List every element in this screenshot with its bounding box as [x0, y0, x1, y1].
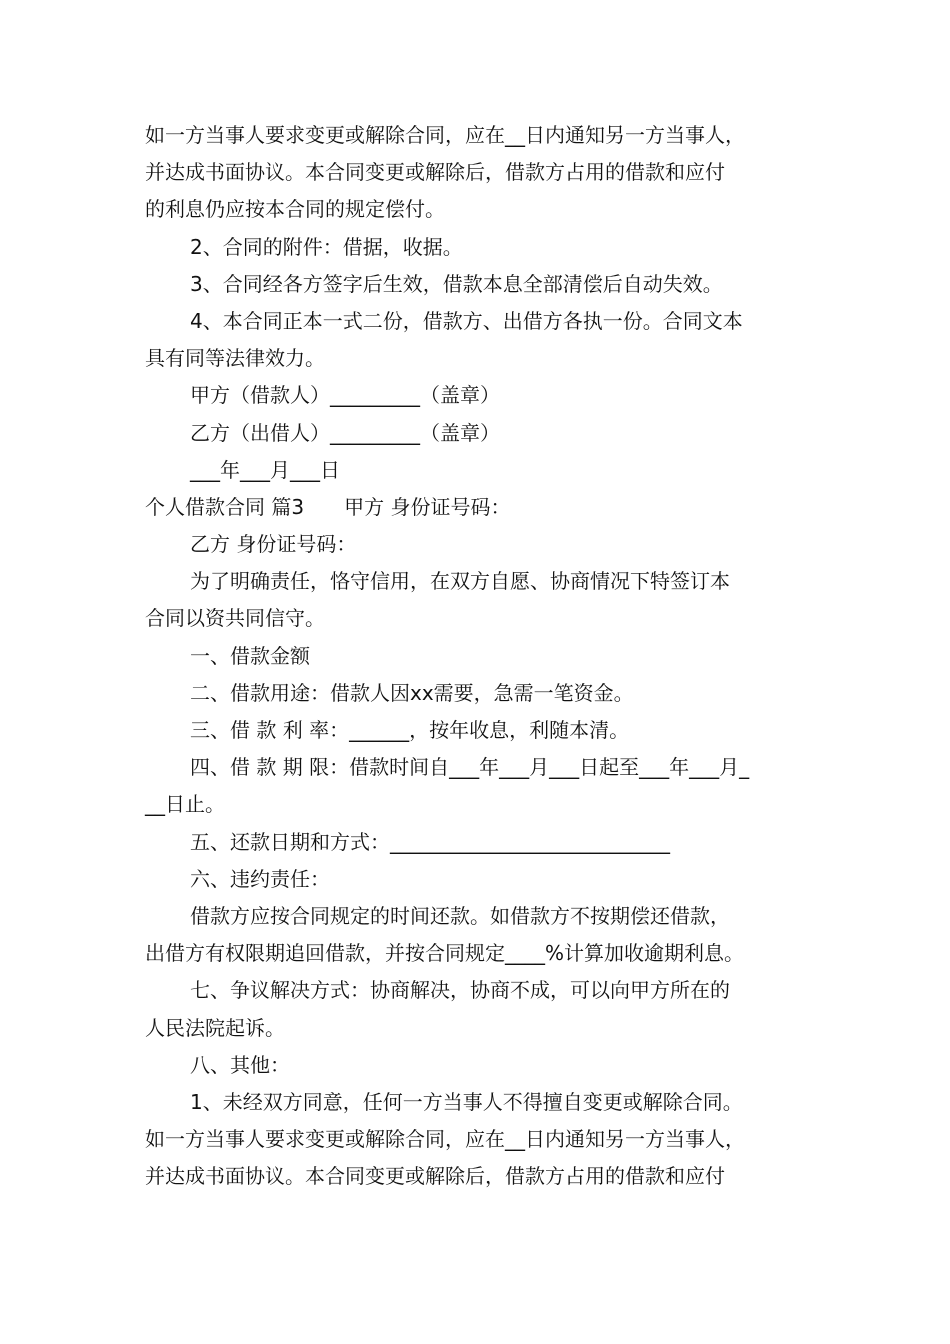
paragraph-line: 并达成书面协议。本合同变更或解除后，借款方占用的借款和应付 [145, 160, 725, 185]
clause-interest: 三、借 款 利 率：______，按年收息，利随本清。 [190, 718, 630, 742]
clause-term: 四、借 款 期 限：借款时间自___年___月___日起至___年___月_ [190, 755, 750, 780]
preamble-line: 为了明确责任，恪守信用，在双方自愿、协商情况下特签订本 [190, 569, 730, 594]
party-a-signature: 甲方（借款人）_________（盖章） [190, 383, 500, 408]
clause-other: 八、其他： [190, 1052, 290, 1077]
clause-copies: 4、本合同正本一式二份，借款方、出借方各执一份。合同文本 [190, 308, 743, 333]
clause-other-1: 1、未经双方同意，任何一方当事人不得擅自变更或解除合同。 [190, 1089, 743, 1114]
paragraph-line: 并达成书面协议。本合同变更或解除后，借款方占用的借款和应付 [145, 1164, 725, 1189]
document-body [145, 117, 815, 1195]
paragraph-line: 具有同等法律效力。 [145, 346, 325, 371]
clause-liability: 六、违约责任： [190, 866, 330, 891]
paragraph-line: 如一方当事人要求变更或解除合同，应在__日内通知另一方当事人， [145, 1127, 745, 1152]
section-title: 个人借款合同 篇3 [145, 494, 305, 519]
signing-date: ___年___月___日 [190, 457, 340, 482]
clause-dispute: 七、争议解决方式：协商解决，协商不成，可以向甲方所在的 [190, 978, 730, 1003]
section-heading-row [145, 489, 815, 526]
party-b-id: 乙方 身份证号码： [190, 532, 357, 557]
clause-effective: 3、合同经各方签字后生效，借款本息全部清偿后自动失效。 [190, 271, 723, 296]
paragraph-line: 出借方有权限期追回借款，并按合同规定____%计算加收逾期利息。 [145, 941, 745, 966]
clause-repayment: 五、还款日期和方式：____________________________ [190, 829, 670, 854]
preamble-line: 合同以资共同信守。 [145, 606, 325, 631]
paragraph-line: 的利息仍应按本合同的规定偿付。 [145, 197, 445, 222]
paragraph-line: 借款方应按合同规定的时间还款。如借款方不按期偿还借款， [190, 903, 730, 928]
paragraph-line: 人民法院起诉。 [145, 1015, 285, 1040]
clause-purpose: 二、借款用途：借款人因xx需要，急需一笔资金。 [190, 680, 634, 705]
paragraph-line: 如一方当事人要求变更或解除合同，应在__日内通知另一方当事人， [145, 123, 745, 147]
clause-attachments: 2、合同的附件：借据，收据。 [190, 234, 463, 259]
party-a-id: 甲方 身份证号码： [344, 494, 511, 519]
clause-term-cont: __日止。 [145, 792, 225, 817]
party-b-signature: 乙方（出借人）_________（盖章） [190, 420, 500, 445]
clause-amount: 一、借款金额 [190, 643, 310, 668]
